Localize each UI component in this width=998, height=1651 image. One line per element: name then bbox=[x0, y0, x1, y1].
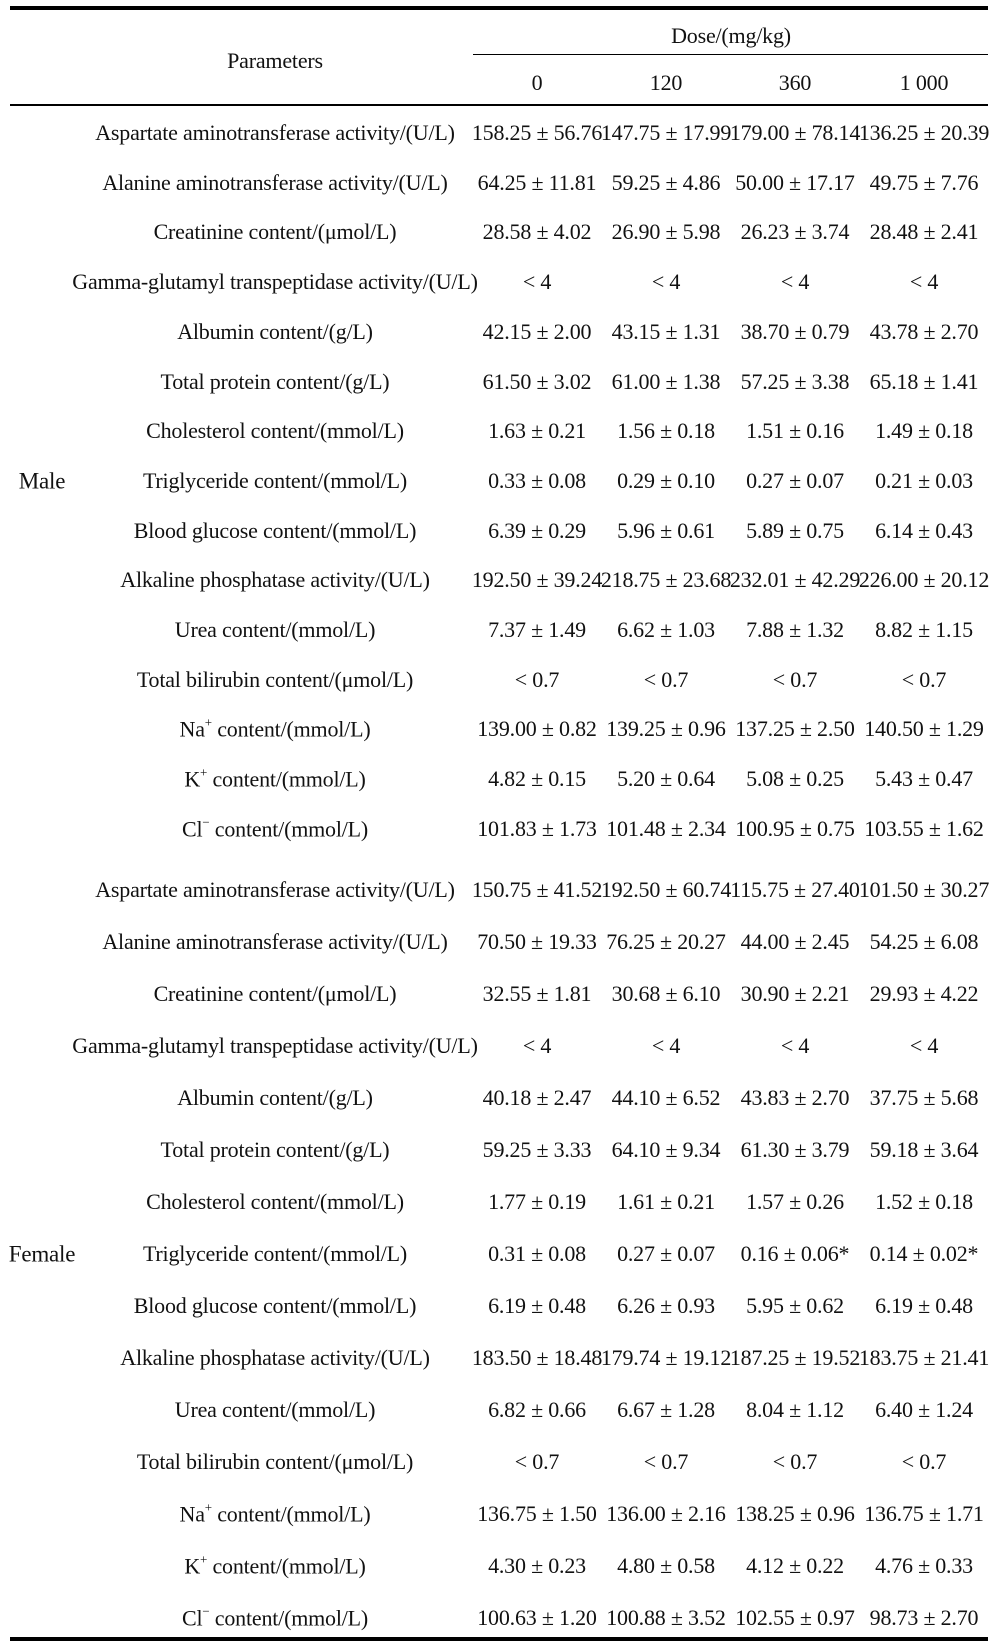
parameter-unit: content/(mmol/L) bbox=[209, 816, 369, 842]
table-cell: 101.48 ± 2.34 bbox=[606, 815, 726, 841]
table-cell: 43.83 ± 2.70 bbox=[740, 1085, 850, 1110]
table-cell: 5.08 ± 0.25 bbox=[746, 766, 844, 792]
parameter-label: Total protein content/(g/L) bbox=[160, 368, 390, 394]
table-cell: 64.25 ± 11.81 bbox=[477, 169, 597, 195]
table-cell: 218.75 ± 23.68 bbox=[600, 567, 732, 593]
table-cell: 43.15 ± 1.31 bbox=[611, 318, 721, 344]
table-cell: 100.63 ± 1.20 bbox=[477, 1605, 597, 1630]
parameter-label: Blood glucose content/(mmol/L) bbox=[133, 517, 417, 543]
ion-charge: + bbox=[204, 714, 212, 730]
table-cell: 7.88 ± 1.32 bbox=[746, 617, 844, 642]
table-cell: 6.40 ± 1.24 bbox=[875, 1397, 973, 1422]
parameter-ion: K bbox=[184, 766, 201, 792]
table-cell: 1.77 ± 0.19 bbox=[488, 1189, 586, 1214]
table-cell: 147.75 ± 17.99 bbox=[600, 120, 732, 145]
table-cell: 29.93 ± 4.22 bbox=[869, 981, 979, 1006]
table-cell: 98.73 ± 2.70 bbox=[869, 1605, 979, 1630]
ion-charge: − bbox=[202, 814, 210, 830]
table-cell: 70.50 ± 19.33 bbox=[477, 929, 597, 954]
parameter-label bbox=[184, 1551, 366, 1579]
ion-charge: + bbox=[200, 1551, 208, 1567]
table-cell: < 4 bbox=[522, 1033, 552, 1058]
table-cell: 61.00 ± 1.38 bbox=[611, 368, 721, 394]
dose-header-rule bbox=[473, 54, 988, 55]
parameter-label: Alkaline phosphatase activity/(U/L) bbox=[120, 1345, 430, 1370]
parameter-ion: Cl bbox=[181, 1605, 203, 1631]
table-cell: 57.25 ± 3.38 bbox=[740, 368, 850, 394]
table-cell: 192.50 ± 39.24 bbox=[471, 567, 603, 593]
table-cell: 0.21 ± 0.03 bbox=[875, 467, 973, 493]
parameter-label: Aspartate aminotransferase activity/(U/L) bbox=[95, 120, 455, 145]
table-cell: 139.00 ± 0.82 bbox=[477, 716, 597, 742]
table-cell: 5.95 ± 0.62 bbox=[746, 1293, 844, 1318]
table-cell: 179.74 ± 19.12 bbox=[600, 1345, 732, 1370]
parameter-label: Total bilirubin content/(μmol/L) bbox=[136, 666, 414, 692]
table-cell: < 4 bbox=[909, 269, 939, 295]
table-cell: < 0.7 bbox=[514, 1449, 560, 1474]
table-cell: 102.55 ± 0.97 bbox=[735, 1605, 855, 1630]
table-cell: 6.14 ± 0.43 bbox=[875, 517, 973, 543]
table-cell: 44.10 ± 6.52 bbox=[611, 1085, 721, 1110]
table-cell: 192.50 ± 60.74 bbox=[600, 877, 732, 902]
table-cell: < 4 bbox=[651, 269, 681, 295]
table-cell: 115.75 ± 27.40 bbox=[730, 877, 860, 902]
table-cell: 136.00 ± 2.16 bbox=[606, 1501, 726, 1526]
parameter-label: Albumin content/(g/L) bbox=[177, 318, 373, 344]
table-cell: 158.25 ± 56.76 bbox=[471, 120, 603, 145]
table-cell: 0.14 ± 0.02* bbox=[869, 1241, 979, 1266]
parameter-label: Total protein content/(g/L) bbox=[160, 1137, 390, 1162]
ion-charge: + bbox=[200, 764, 208, 780]
dose-column-header: 1 000 bbox=[899, 70, 949, 95]
table-cell: 1.56 ± 0.18 bbox=[617, 418, 715, 444]
table-cell: 42.15 ± 2.00 bbox=[482, 318, 592, 344]
table-cell: 4.12 ± 0.22 bbox=[746, 1553, 844, 1578]
table-cell: 4.82 ± 0.15 bbox=[488, 766, 586, 792]
parameter-unit: content/(mmol/L) bbox=[209, 1605, 369, 1631]
table-cell: 76.25 ± 20.27 bbox=[606, 929, 726, 954]
parameter-label: Total bilirubin content/(μmol/L) bbox=[136, 1449, 414, 1474]
ion-charge: + bbox=[204, 1499, 212, 1515]
parameters-header: Parameters bbox=[227, 48, 323, 73]
table-cell: 65.18 ± 1.41 bbox=[869, 368, 979, 394]
table-cell: 137.25 ± 2.50 bbox=[735, 716, 855, 742]
parameter-label: Gamma-glutamyl transpeptidase activity/(U/L) bbox=[72, 1033, 478, 1058]
parameter-ion: K bbox=[184, 1553, 201, 1579]
table-cell: 226.00 ± 20.12 bbox=[858, 567, 990, 593]
table-cell: < 4 bbox=[909, 1033, 939, 1058]
table-cell: 26.90 ± 5.98 bbox=[611, 219, 721, 245]
table-cell: 140.50 ± 1.29 bbox=[864, 716, 984, 742]
table-cell: 103.55 ± 1.62 bbox=[864, 815, 984, 841]
parameter-unit: content/(mmol/L) bbox=[211, 717, 371, 743]
parameter-ion: Cl bbox=[181, 816, 203, 842]
parameter-label: Alkaline phosphatase activity/(U/L) bbox=[120, 567, 430, 593]
table-cell: 6.26 ± 0.93 bbox=[617, 1293, 715, 1318]
table-cell: 1.63 ± 0.21 bbox=[488, 418, 586, 444]
table-cell: 0.31 ± 0.08 bbox=[488, 1241, 586, 1266]
parameter-label bbox=[179, 714, 371, 743]
table-cell: < 4 bbox=[780, 269, 810, 295]
parameter-label: Blood glucose content/(mmol/L) bbox=[133, 1293, 417, 1318]
table-cell: 5.96 ± 0.61 bbox=[617, 517, 715, 543]
parameter-label bbox=[184, 764, 366, 792]
table-cell: 136.25 ± 20.39 bbox=[858, 120, 990, 145]
table-cell: 59.25 ± 3.33 bbox=[482, 1137, 592, 1162]
dose-column-header: 360 bbox=[778, 70, 812, 95]
table-cell: < 0.7 bbox=[643, 666, 689, 692]
table-cell: 138.25 ± 0.96 bbox=[735, 1501, 855, 1526]
table-cell: < 4 bbox=[522, 269, 552, 295]
table-cell: 136.75 ± 1.50 bbox=[477, 1501, 597, 1526]
dose-column-header: 120 bbox=[649, 70, 683, 95]
ion-charge: − bbox=[202, 1603, 210, 1619]
group-label-male: Male bbox=[18, 468, 66, 494]
parameter-label: Triglyceride content/(mmol/L) bbox=[142, 1241, 408, 1266]
table-cell: 40.18 ± 2.47 bbox=[482, 1085, 592, 1110]
table-cell: 0.33 ± 0.08 bbox=[488, 467, 586, 493]
table-cell: 4.30 ± 0.23 bbox=[488, 1553, 586, 1578]
table-cell: 1.49 ± 0.18 bbox=[875, 418, 973, 444]
parameter-label: Gamma-glutamyl transpeptidase activity/(U/L) bbox=[72, 269, 478, 295]
parameter-unit: content/(mmol/L) bbox=[207, 766, 366, 792]
table-cell: 6.19 ± 0.48 bbox=[488, 1293, 586, 1318]
table-cell: 30.68 ± 6.10 bbox=[611, 981, 721, 1006]
parameter-label: Albumin content/(g/L) bbox=[177, 1085, 373, 1110]
table-cell: 59.25 ± 4.86 bbox=[611, 169, 721, 195]
table-cell: 38.70 ± 0.79 bbox=[740, 318, 850, 344]
table-cell: < 0.7 bbox=[772, 666, 818, 692]
table-cell: 61.50 ± 3.02 bbox=[482, 368, 592, 394]
table-cell: < 0.7 bbox=[772, 1449, 818, 1474]
parameter-label: Triglyceride content/(mmol/L) bbox=[142, 467, 408, 493]
table-cell: 232.01 ± 42.29 bbox=[729, 567, 861, 593]
table-cell: 5.89 ± 0.75 bbox=[746, 517, 844, 543]
table-cell: 139.25 ± 0.96 bbox=[606, 716, 726, 742]
table-cell: 5.43 ± 0.47 bbox=[875, 766, 973, 792]
table-cell: 6.62 ± 1.03 bbox=[617, 617, 715, 642]
table-cell: 0.27 ± 0.07 bbox=[746, 467, 844, 493]
table-cell: 183.50 ± 18.48 bbox=[471, 1345, 603, 1370]
table-cell: 26.23 ± 3.74 bbox=[740, 219, 850, 245]
table-cell: 1.52 ± 0.18 bbox=[875, 1189, 973, 1214]
table-cell: 6.67 ± 1.28 bbox=[617, 1397, 715, 1422]
parameter-label: Cholesterol content/(mmol/L) bbox=[146, 1189, 404, 1214]
parameter-label bbox=[179, 1499, 371, 1527]
table-cell: 1.61 ± 0.21 bbox=[617, 1189, 715, 1214]
parameter-label: Alanine aminotransferase activity/(U/L) bbox=[102, 169, 448, 195]
parameter-label bbox=[181, 814, 369, 842]
dose-column-header: 0 bbox=[531, 70, 543, 95]
parameter-unit: content/(mmol/L) bbox=[207, 1553, 366, 1579]
parameter-ion: Na bbox=[179, 1501, 205, 1527]
table-cell: 7.37 ± 1.49 bbox=[488, 617, 586, 642]
table-bottom-rule bbox=[10, 1637, 988, 1641]
table-cell: < 0.7 bbox=[514, 666, 560, 692]
table-cell: 37.75 ± 5.68 bbox=[869, 1085, 979, 1110]
table-cell: 50.00 ± 17.17 bbox=[735, 169, 855, 195]
parameter-label: Creatinine content/(μmol/L) bbox=[153, 219, 397, 245]
table-cell: 49.75 ± 7.76 bbox=[869, 169, 979, 195]
parameter-label: Cholesterol content/(mmol/L) bbox=[146, 418, 404, 444]
table-cell: 101.50 ± 30.27 bbox=[858, 877, 990, 902]
parameter-label: Urea content/(mmol/L) bbox=[174, 617, 376, 642]
table-cell: 1.57 ± 0.26 bbox=[746, 1189, 844, 1214]
parameter-label: Creatinine content/(μmol/L) bbox=[153, 981, 397, 1006]
table-cell: 0.29 ± 0.10 bbox=[617, 467, 715, 493]
table-cell: 28.58 ± 4.02 bbox=[482, 219, 592, 245]
table-cell: 6.39 ± 0.29 bbox=[488, 517, 586, 543]
table-cell: 0.16 ± 0.06* bbox=[740, 1241, 850, 1266]
table-cell: 4.80 ± 0.58 bbox=[617, 1553, 715, 1578]
table-cell: 150.75 ± 41.52 bbox=[471, 877, 603, 902]
table-cell: < 0.7 bbox=[901, 666, 947, 692]
dose-header: Dose/(mg/kg) bbox=[671, 23, 791, 48]
table-cell: 43.78 ± 2.70 bbox=[869, 318, 979, 344]
table-cell: 61.30 ± 3.79 bbox=[740, 1137, 850, 1162]
table-cell: 100.95 ± 0.75 bbox=[735, 815, 855, 841]
table-cell: 100.88 ± 3.52 bbox=[606, 1605, 726, 1630]
table-cell: 136.75 ± 1.71 bbox=[864, 1501, 984, 1526]
parameter-ion: Na bbox=[179, 717, 205, 743]
table-cell: 59.18 ± 3.64 bbox=[869, 1137, 979, 1162]
table-header-rule bbox=[10, 104, 988, 106]
table-cell: 30.90 ± 2.21 bbox=[740, 981, 850, 1006]
table-top-rule bbox=[10, 6, 988, 10]
parameter-unit: content/(mmol/L) bbox=[211, 1501, 371, 1527]
table-cell: 101.83 ± 1.73 bbox=[477, 815, 597, 841]
table-cell: 5.20 ± 0.64 bbox=[617, 766, 715, 792]
table-cell: 28.48 ± 2.41 bbox=[869, 219, 979, 245]
parameter-label: Aspartate aminotransferase activity/(U/L) bbox=[95, 877, 455, 902]
table-cell: 187.25 ± 19.52 bbox=[729, 1345, 861, 1370]
table-cell: 1.51 ± 0.16 bbox=[746, 418, 844, 444]
table-cell: 183.75 ± 21.41 bbox=[858, 1345, 990, 1370]
table-cell: 4.76 ± 0.33 bbox=[875, 1553, 973, 1578]
table-cell: 64.10 ± 9.34 bbox=[611, 1137, 721, 1162]
table-cell: 8.82 ± 1.15 bbox=[875, 617, 973, 642]
parameter-label: Alanine aminotransferase activity/(U/L) bbox=[102, 929, 448, 954]
table-cell: < 4 bbox=[651, 1033, 681, 1058]
table-cell: 179.00 ± 78.14 bbox=[729, 120, 861, 145]
table-cell: 54.25 ± 6.08 bbox=[869, 929, 979, 954]
table-cell: 32.55 ± 1.81 bbox=[482, 981, 592, 1006]
table-cell: < 0.7 bbox=[643, 1449, 689, 1474]
table-cell: 6.19 ± 0.48 bbox=[875, 1293, 973, 1318]
table-cell: 0.27 ± 0.07 bbox=[617, 1241, 715, 1266]
table-cell: 44.00 ± 2.45 bbox=[740, 929, 850, 954]
table-cell: < 0.7 bbox=[901, 1449, 947, 1474]
table-cell: 6.82 ± 0.66 bbox=[488, 1397, 586, 1422]
parameter-label: Urea content/(mmol/L) bbox=[174, 1397, 376, 1422]
parameter-label bbox=[181, 1603, 369, 1631]
table-cell: < 4 bbox=[780, 1033, 810, 1058]
table-cell: 8.04 ± 1.12 bbox=[746, 1397, 844, 1422]
group-label-female: Female bbox=[8, 1241, 76, 1267]
